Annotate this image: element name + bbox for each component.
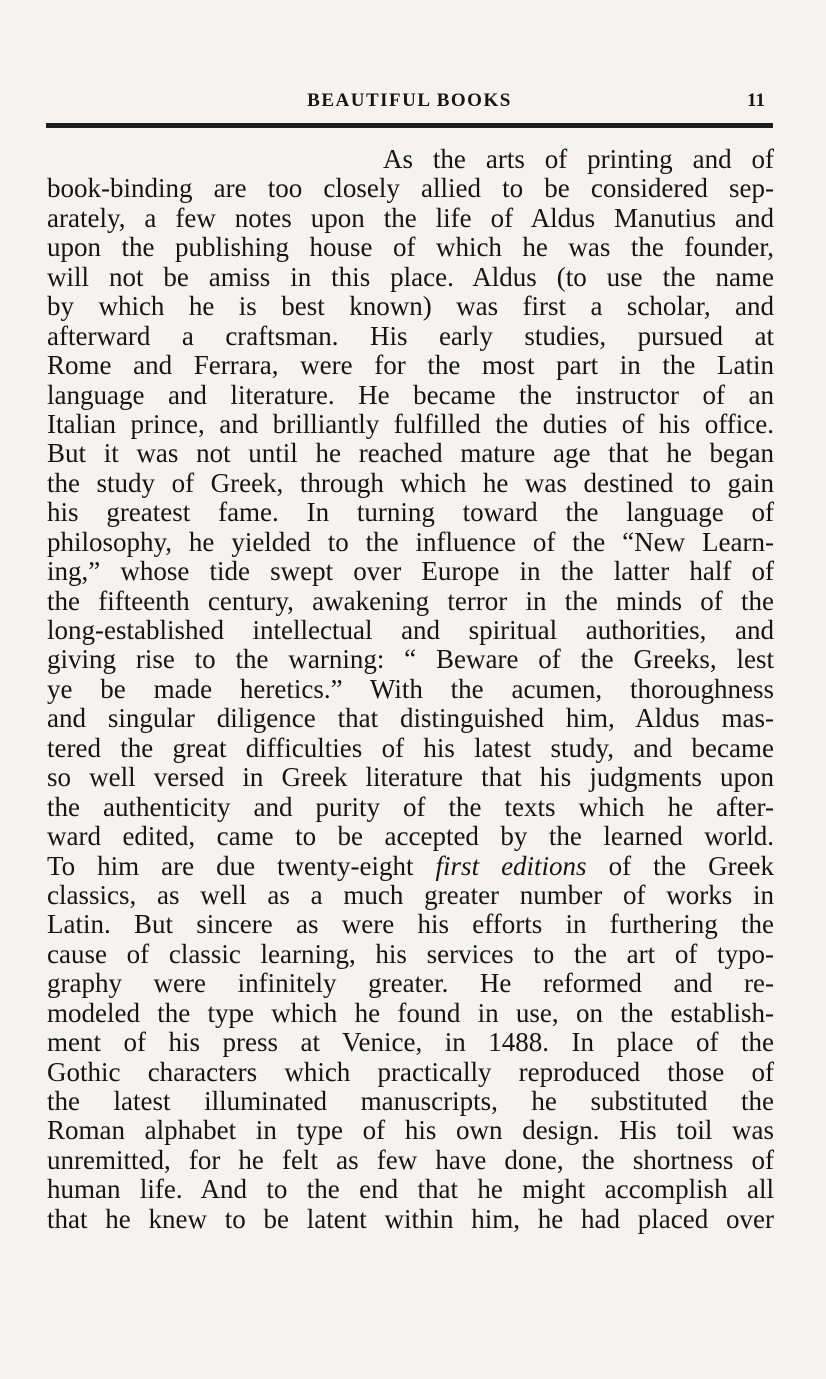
- text-line: ment of his press at Venice, in 1488. In place of the: [47, 1028, 774, 1058]
- text-line: will not be amiss in this place. Aldus (to use the name: [47, 262, 774, 292]
- page-number: 11: [747, 90, 765, 111]
- text-line: But it was not until he reached mature age that he began: [47, 439, 774, 469]
- text-line: that he knew to be latent within him, he had placed over: [47, 1204, 774, 1234]
- text-line: long-established intellectual and spiritual authorities, and: [47, 616, 774, 645]
- text-line: and singular diligence that distinguished him, Aldus mas-: [47, 704, 774, 734]
- line-segment: of the Greek: [608, 851, 774, 881]
- text-line: ye be made heretics.” With the acumen, thoroughness: [47, 674, 774, 704]
- text-line: the study of Greek, through which he was destined to gain: [47, 468, 774, 498]
- text-line: giving rise to the warning: “ Beware of the Greeks, lest: [47, 645, 774, 675]
- text-line: graphy were infinitely greater. He reformed and re-: [47, 969, 774, 999]
- text-line: book-binding are too closely allied to be considered sep-: [47, 174, 774, 204]
- line-segment: To him are due twenty-eight: [47, 851, 414, 881]
- text-line: ing,” whose tide swept over Europe in the latter half of: [47, 557, 774, 587]
- text-line: by which he is best known) was first a scholar, and: [47, 292, 774, 322]
- text-line: Rome and Ferrara, were for the most part in the Latin: [47, 351, 774, 381]
- text-line-with-italic: [47, 852, 774, 881]
- text-line: classics, as well as a much greater number of works in: [47, 880, 774, 910]
- text-line: his greatest fame. In turning toward the language of: [47, 498, 774, 528]
- text-line: As the arts of printing and of: [383, 145, 774, 174]
- text-line: the latest illuminated manuscripts, he substituted the: [47, 1087, 774, 1116]
- text-line: language and literature. He became the instructor of an: [47, 380, 774, 410]
- text-line: modeled the type which he found in use, on the establish-: [47, 998, 774, 1028]
- text-line: upon the publishing house of which he was the founder,: [47, 233, 774, 263]
- text-line: the authenticity and purity of the texts which he after-: [47, 792, 774, 822]
- text-line: Gothic characters which practically reproduced those of: [47, 1057, 774, 1087]
- text-line: afterward a craftsman. His early studies, pursued at: [47, 321, 774, 351]
- body-text: [47, 145, 774, 1234]
- running-title: BEAUTIFUL BOOKS: [307, 90, 512, 111]
- text-line: cause of classic learning, his services to the art of typo-: [47, 939, 774, 969]
- text-line: human life. And to the end that he might accomplish all: [47, 1175, 774, 1205]
- text-line: arately, a few notes upon the life of Aldus Manutius and: [47, 203, 774, 233]
- text-line: unremitted, for he felt as few have done, the shortness of: [47, 1145, 774, 1175]
- text-line: ward edited, came to be accepted by the learned world.: [47, 822, 774, 852]
- text-line: Latin. But sincere as were his efforts in furthering the: [47, 910, 774, 940]
- header-rule: [46, 123, 773, 128]
- text-line: philosophy, he yielded to the influence of the “New Learn-: [47, 527, 774, 557]
- text-line: the fifteenth century, awakening terror in the minds of the: [47, 586, 774, 616]
- text-line: tered the great difficulties of his latest study, and became: [47, 733, 774, 763]
- text-line: Roman alphabet in type of his own design. His toil was: [47, 1116, 774, 1146]
- italic-phrase: first editions: [435, 851, 587, 881]
- text-line: Italian prince, and brilliantly fulfilled the duties of his office.: [47, 409, 774, 439]
- running-head: [46, 90, 773, 116]
- text-line: so well versed in Greek literature that his judgments upon: [47, 763, 774, 793]
